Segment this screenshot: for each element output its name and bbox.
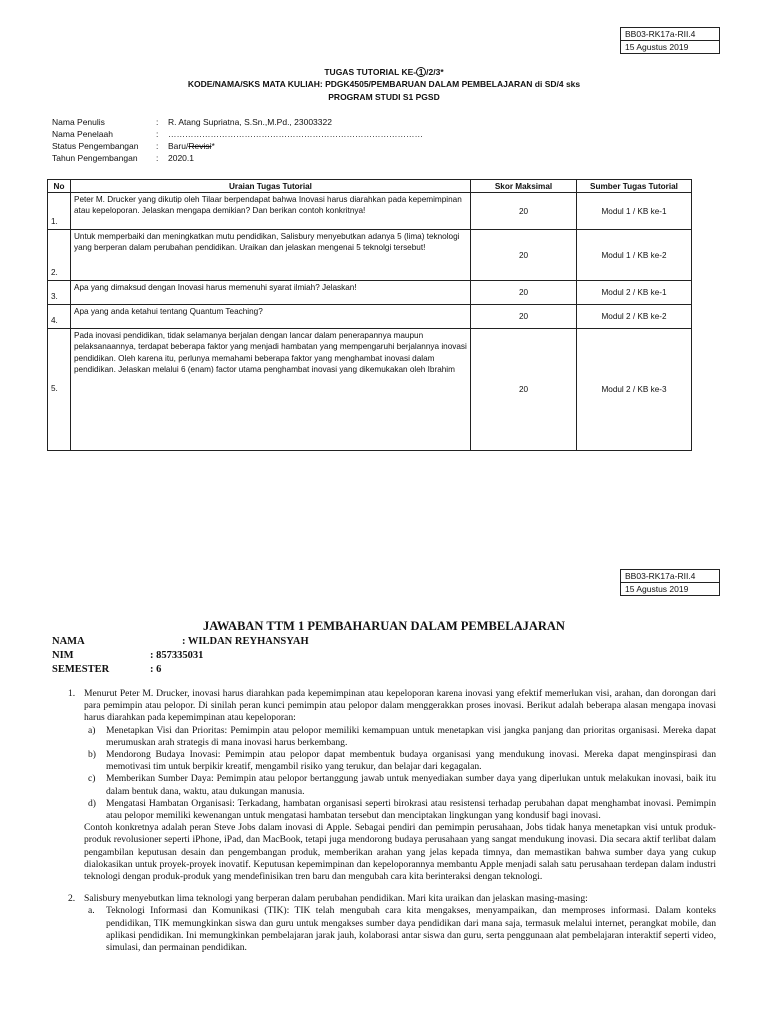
row-number: 3.	[48, 281, 71, 305]
row-number: 4.	[48, 305, 71, 329]
circled-number: 1	[416, 67, 426, 77]
row-score: 20	[471, 193, 577, 230]
program-line: PROGRAM STUDI S1 PGSD	[328, 92, 440, 102]
row-task: Untuk memperbaiki dan meningkatkan mutu pendidikan, Salisbury menyebutkan adanya 5 (lima) teknologi yang berperan dalam perubahan pendidikan. Uraikan dan jelaskan mengenai 5 teknolgi tersebut!	[71, 230, 471, 281]
student-name: : WILDAN REYHANSYAH	[182, 636, 309, 647]
table-row	[48, 230, 692, 281]
answer-1-point: c) Memberikan Sumber Daya: Pemimpin atau pelopor bertanggung jawab untuk menyediakan sumber daya yang diperlukan untuk melakukan inovasi, baik itu dalam bentuk dana, waktu, atau dukungan manusia.	[88, 773, 716, 797]
answer-1-point: d) Mengatasi Hambatan Organisasi: Terkadang, hambatan organisasi seperti birokrasi atau resistensi terhadap perubahan dapat menghambat inovasi. Pemimpin atau pelopor memiliki kewenangan untuk mengatasi hambatan tersebut dan menciptakan lingkungan yang kondusif bagi inovasi.	[88, 797, 716, 822]
answer-body	[52, 688, 716, 954]
table-row	[48, 329, 692, 451]
row-source: Modul 2 / KB ke-1	[577, 281, 692, 305]
document-date: 15 Agustus 2019	[621, 40, 719, 53]
col-header-no: No	[48, 180, 71, 193]
row-source: Modul 2 / KB ke-2	[577, 305, 692, 329]
table-row	[48, 305, 692, 329]
col-header-source: Sumber Tugas Tutorial	[577, 180, 692, 193]
row-score: 20	[471, 329, 577, 451]
col-header-score: Skor Maksimal	[471, 180, 577, 193]
answer-1-point: a) Menetapkan Visi dan Prioritas: Pemimpin atau pelopor memiliki kemampuan untuk menetapkan visi jangka panjang dan prioritas organisasi. Mereka dapat merumuskan arah strategis di mana inovasi harus berkembang.	[88, 724, 716, 748]
col-header-task: Uraian Tugas Tutorial	[71, 180, 471, 193]
row-source: Modul 2 / KB ke-3	[577, 329, 692, 451]
answer-2: 2. Salisbury menyebutkan lima teknologi yang berperan dalam perubahan pendidikan. Mari kita uraikan dan jelaskan masing-masing:	[68, 893, 588, 905]
document-code-box	[620, 27, 720, 54]
row-score: 20	[471, 305, 577, 329]
student-semester-row: SEMESTER : 6	[52, 664, 162, 675]
student-semester: : 6	[150, 664, 162, 675]
tutorial-title: TUGAS TUTORIAL KE- 1 /2/3*	[324, 67, 444, 77]
answer-date: 15 Agustus 2019	[621, 582, 719, 595]
student-name-row: NAMA : WILDAN REYHANSYAH	[52, 636, 309, 647]
table-row	[48, 193, 692, 230]
row-task: Pada inovasi pendidikan, tidak selamanya berjalan dengan lancar dalam penerapannya maupun pelaksanaannya, terdapat beberapa faktor yang menjadi hambatan yang mempengaruhi berjalannya inovasi pendidikan. Oleh karena itu, perlunya memahami beberapa faktor yang menghambat inovasi dalam pendidikan. Jelaskan melalui 6 (enam) factor utama penghambat inovasi yang dikemukakan oleh Ibrahim	[71, 329, 471, 451]
row-task: Apa yang anda ketahui tentang Quantum Teaching?	[71, 305, 471, 329]
answer-1-example: Contoh konkretnya adalah peran Steve Jobs dalam inovasi di Apple. Sebagai pendiri dan pemimpin perusahaan, Jobs tidak hanya menetapkan visi untuk produk-produk revolusioner seperti iPhone, iPad, dan MacBook, tetapi juga mendorong budaya perusahaan yang sangat mendukung inovasi. Dia secara aktif terlibat dalam pengambilan keputusan desain dan pengembangan produk, memberikan arahan yang jelas kepada timnya, dan memastikan bahwa sumber daya yang cukup dialokasikan untuk proyek-proyek inovatif. Keputusan kepemimpinan dan kepeloporannya membantu Apple menjadi salah satu perusahaan terdepan dalam industri teknologi dengan produk-produk yang mendefinisikan tren baru dan mengubah cara kita berinteraksi dengan teknologi.	[84, 822, 716, 883]
row-score: 20	[471, 281, 577, 305]
course-line: KODE/NAMA/SKS MATA KULIAH: PDGK4505/PEMBARUAN DALAM PEMBELAJARAN di SD/4 sks	[187, 79, 581, 89]
answer-code-box	[620, 569, 720, 596]
answer-code: BB03-RK17a-RII.4	[625, 571, 696, 581]
row-source: Modul 1 / KB ke-1	[577, 193, 692, 230]
row-task: Peter M. Drucker yang dikutip oleh Tilaar berpendapat bahwa Inovasi harus diarahkan pada kepemimpinan atau kepeloporan. Jelaskan mengapa demikian? Dan berikan contoh konkritnya!	[71, 193, 471, 230]
table-header-row	[48, 180, 692, 193]
row-number: 5.	[48, 329, 71, 451]
document-code: BB03-RK17a-RII.4	[625, 29, 696, 39]
answer-2-point: a. Teknologi Informasi dan Komunikasi (TIK): TIK telah mengubah cara kita mengakses, menyampaikan, dan memproses informasi. Dalam konteks pendidikan, TIK memungkinkan siswa dan guru untuk mengakses sumber daya pendidikan dari mana saja, termasuk melalui internet, perangkat mobile, dan aplikasi pendidikan. Ini memungkinkan pembelajaran jarak jauh, kolaborasi antar siswa dan guru, serta penggunaan alat pembelajaran interaktif seperti video, simulasi, dan permainan pendidikan.	[88, 905, 716, 954]
row-number: 2.	[48, 230, 71, 281]
student-nim-row: NIM : 857335031	[52, 650, 204, 661]
student-nim: : 857335031	[150, 650, 204, 661]
row-task: Apa yang dimaksud dengan Inovasi harus memenuhi syarat ilmiah? Jelaskan!	[71, 281, 471, 305]
row-source: Modul 1 / KB ke-2	[577, 230, 692, 281]
answer-1-point: b) Mendorong Budaya Inovasi: Pemimpin atau pelopor dapat membentuk budaya organisasi yang mendukung inovasi. Mereka dapat menginspirasi dan memotivasi tim untuk berpikir kreatif, mengambil risiko yang terukur, dan belajar dari kegagalan.	[88, 749, 716, 773]
answer-title: JAWABAN TTM 1 PEMBAHARUAN DALAM PEMBELAJARAN	[203, 619, 565, 633]
row-score: 20	[471, 230, 577, 281]
tutorial-task-table	[47, 179, 692, 451]
table-row	[48, 281, 692, 305]
answer-1: 1. Menurut Peter M. Drucker, inovasi harus diarahkan pada kepemimpinan atau kepeloporan karena inovasi yang efektif memerlukan visi, arahan, dan dorongan dari para pemimpin atau pelopor. Di sinilah peran kunci pemimpin atau pelopor dalam menggerakkan proses inovasi. Berikut adalah beberapa alasan mengapa inovasi harus diarahkan pada kepemimpinan atau kepeloporan:	[68, 688, 716, 724]
row-number: 1.	[48, 193, 71, 230]
